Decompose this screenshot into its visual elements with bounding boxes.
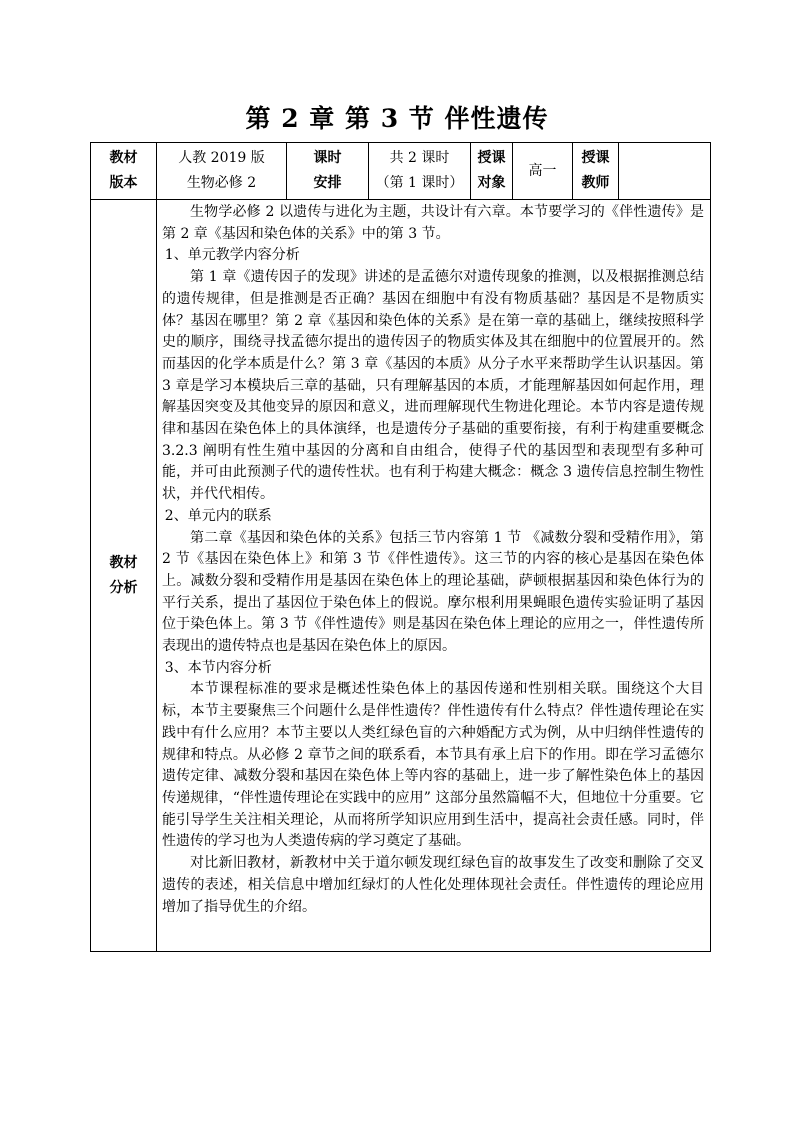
hours-label-line1: 课时 xyxy=(313,150,342,166)
analysis-label-line1: 教材 xyxy=(109,554,138,571)
analysis-content-cell xyxy=(157,200,711,952)
analysis-paragraph-comparison: 对比新旧教材，新教材中关于道尔顿发现红绿色盲的故事发生了改变和删除了交叉遗传的表述，相关信息中增加红绿灯的人性化处理体现社会责任。伴性遗传的理论应用增加了指导优生的介绍。 xyxy=(162,855,704,915)
textbook-label-line2: 版本 xyxy=(109,175,138,191)
textbook-label-line1: 教材 xyxy=(109,150,138,166)
hours-value-line2: （第 1 课时） xyxy=(375,175,464,191)
textbook-value-line1: 人教 2019 版 xyxy=(178,150,265,166)
textbook-label-cell xyxy=(91,143,157,200)
analysis-heading-unit-links: 2、单元内的联系 xyxy=(164,507,272,524)
audience-label-line1: 授课 xyxy=(477,150,506,166)
analysis-row xyxy=(91,200,711,952)
audience-label-cell xyxy=(471,143,513,200)
teacher-label-line2: 教师 xyxy=(581,175,610,191)
hours-value-line1: 共 2 课时 xyxy=(389,150,450,166)
hours-value-cell xyxy=(369,143,471,200)
page-title: 第 2 章 第 3 节 伴性遗传 xyxy=(245,104,549,133)
analysis-paragraph-intro: 生物学必修 2 以遗传与进化为主题，共设计有六章。本节要学习的《伴性遗传》是第 2 章《基因和染色体的关系》中的第 3 节。 xyxy=(162,204,704,242)
analysis-paragraph-section-content: 本节课程标准的要求是概述性染色体上的基因传递和性别相关联。围绕这个大目标，本节主要聚焦三个问题什么是伴性遗传？伴性遗传有什么特点？伴性遗传理论在实践中有什么应用？本节主要以人类红绿色盲的六种婚配方式为例，从中归纳伴性遗传的规律和特点。从必修 2 章节之间的联系看，本节具有承上启下的作用。即在学习孟德尔遗传定律、减数分裂和基因在染色体上等内容的基础上，进一步了解性染色体上的基因传递规律，“伴性遗传理论在实践中的应用” 这部分虽然篇幅不大，但地位十分重要。它能引导学生关注相关理论，从而将所学知识应用到生活中，提高社会责任感。同时，伴性遗传的学习也为人类遗传病的学习奠定了基础。 xyxy=(162,681,704,850)
textbook-value-line2: 生物必修 2 xyxy=(186,175,257,191)
audience-label-line2: 对象 xyxy=(477,175,506,191)
hours-label-cell xyxy=(287,143,369,200)
analysis-paragraph-unit-links: 第二章《基因和染色体的关系》包括三节内容第 1 节 《减数分裂和受精作用》，第 2 节《基因在染色体上》和第 3 节《伴性遗传》。这三节的内容的核心是基因在染色体上。减数分裂和受精作用是基因在染色体上的理论基础，萨顿根据基因和染色体行为的平行关系，提出了基因位于染色体上的假说。摩尔根利用果蝇眼色遗传实验证明了基因位于染色体上。第 3 节《伴性遗传》则是基因在染色体上理论的应用之一，伴性遗传所表现出的遗传特点也是基因在染色体上的原因。 xyxy=(162,529,704,655)
teacher-label-line1: 授课 xyxy=(581,150,610,166)
analysis-paragraph-unit-content: 第 1 章《遗传因子的发现》讲述的是孟德尔对遗传现象的推测，以及根据推测总结的遗传规律，但是推测是否正确？基因在细胞中有没有物质基础？基因是不是物质实体？基因在哪里？第 2 章《基因和染色体的关系》是在第一章的基础上，继续按照科学史的顺序，围绕寻找孟德尔提出的遗传因子的物质实体及其在细胞中的位置展开的。然而基因的化学本质是什么？第 3 章《基因的本质》从分子水平来帮助学生认识基因。第 3 章是学习本模块后三章的基础，只有理解基因的本质，才能理解基因如何起作用，理解基因突变及其他变异的原因和意义，进而理解现代生物进化理论。本节内容是遗传规律和基因在染色体上的具体演绎，也是遗传分子基础的重要衔接，有利于构建重要概念 3.2.3 阐明有性生殖中基因的分离和自由组合，使得子代的基因型和表现型有多种可能，并可由此预测子代的遗传性状。也有利于构建大概念：概念 3 遗传信息控制生物性状，并代代相传。 xyxy=(162,269,704,503)
teacher-label-cell xyxy=(573,143,619,200)
analysis-label-cell xyxy=(91,200,157,952)
analysis-heading-unit-content: 1、单元教学内容分析 xyxy=(164,247,300,264)
lesson-plan-table xyxy=(90,142,711,952)
header-row xyxy=(91,143,711,200)
analysis-heading-section-content: 3、本节内容分析 xyxy=(164,659,272,676)
hours-label-line2: 安排 xyxy=(313,175,342,191)
audience-value-cell: 高一 xyxy=(513,143,573,200)
analysis-label-line2: 分析 xyxy=(109,579,138,596)
teacher-value-cell xyxy=(619,143,711,200)
textbook-value-cell xyxy=(157,143,287,200)
